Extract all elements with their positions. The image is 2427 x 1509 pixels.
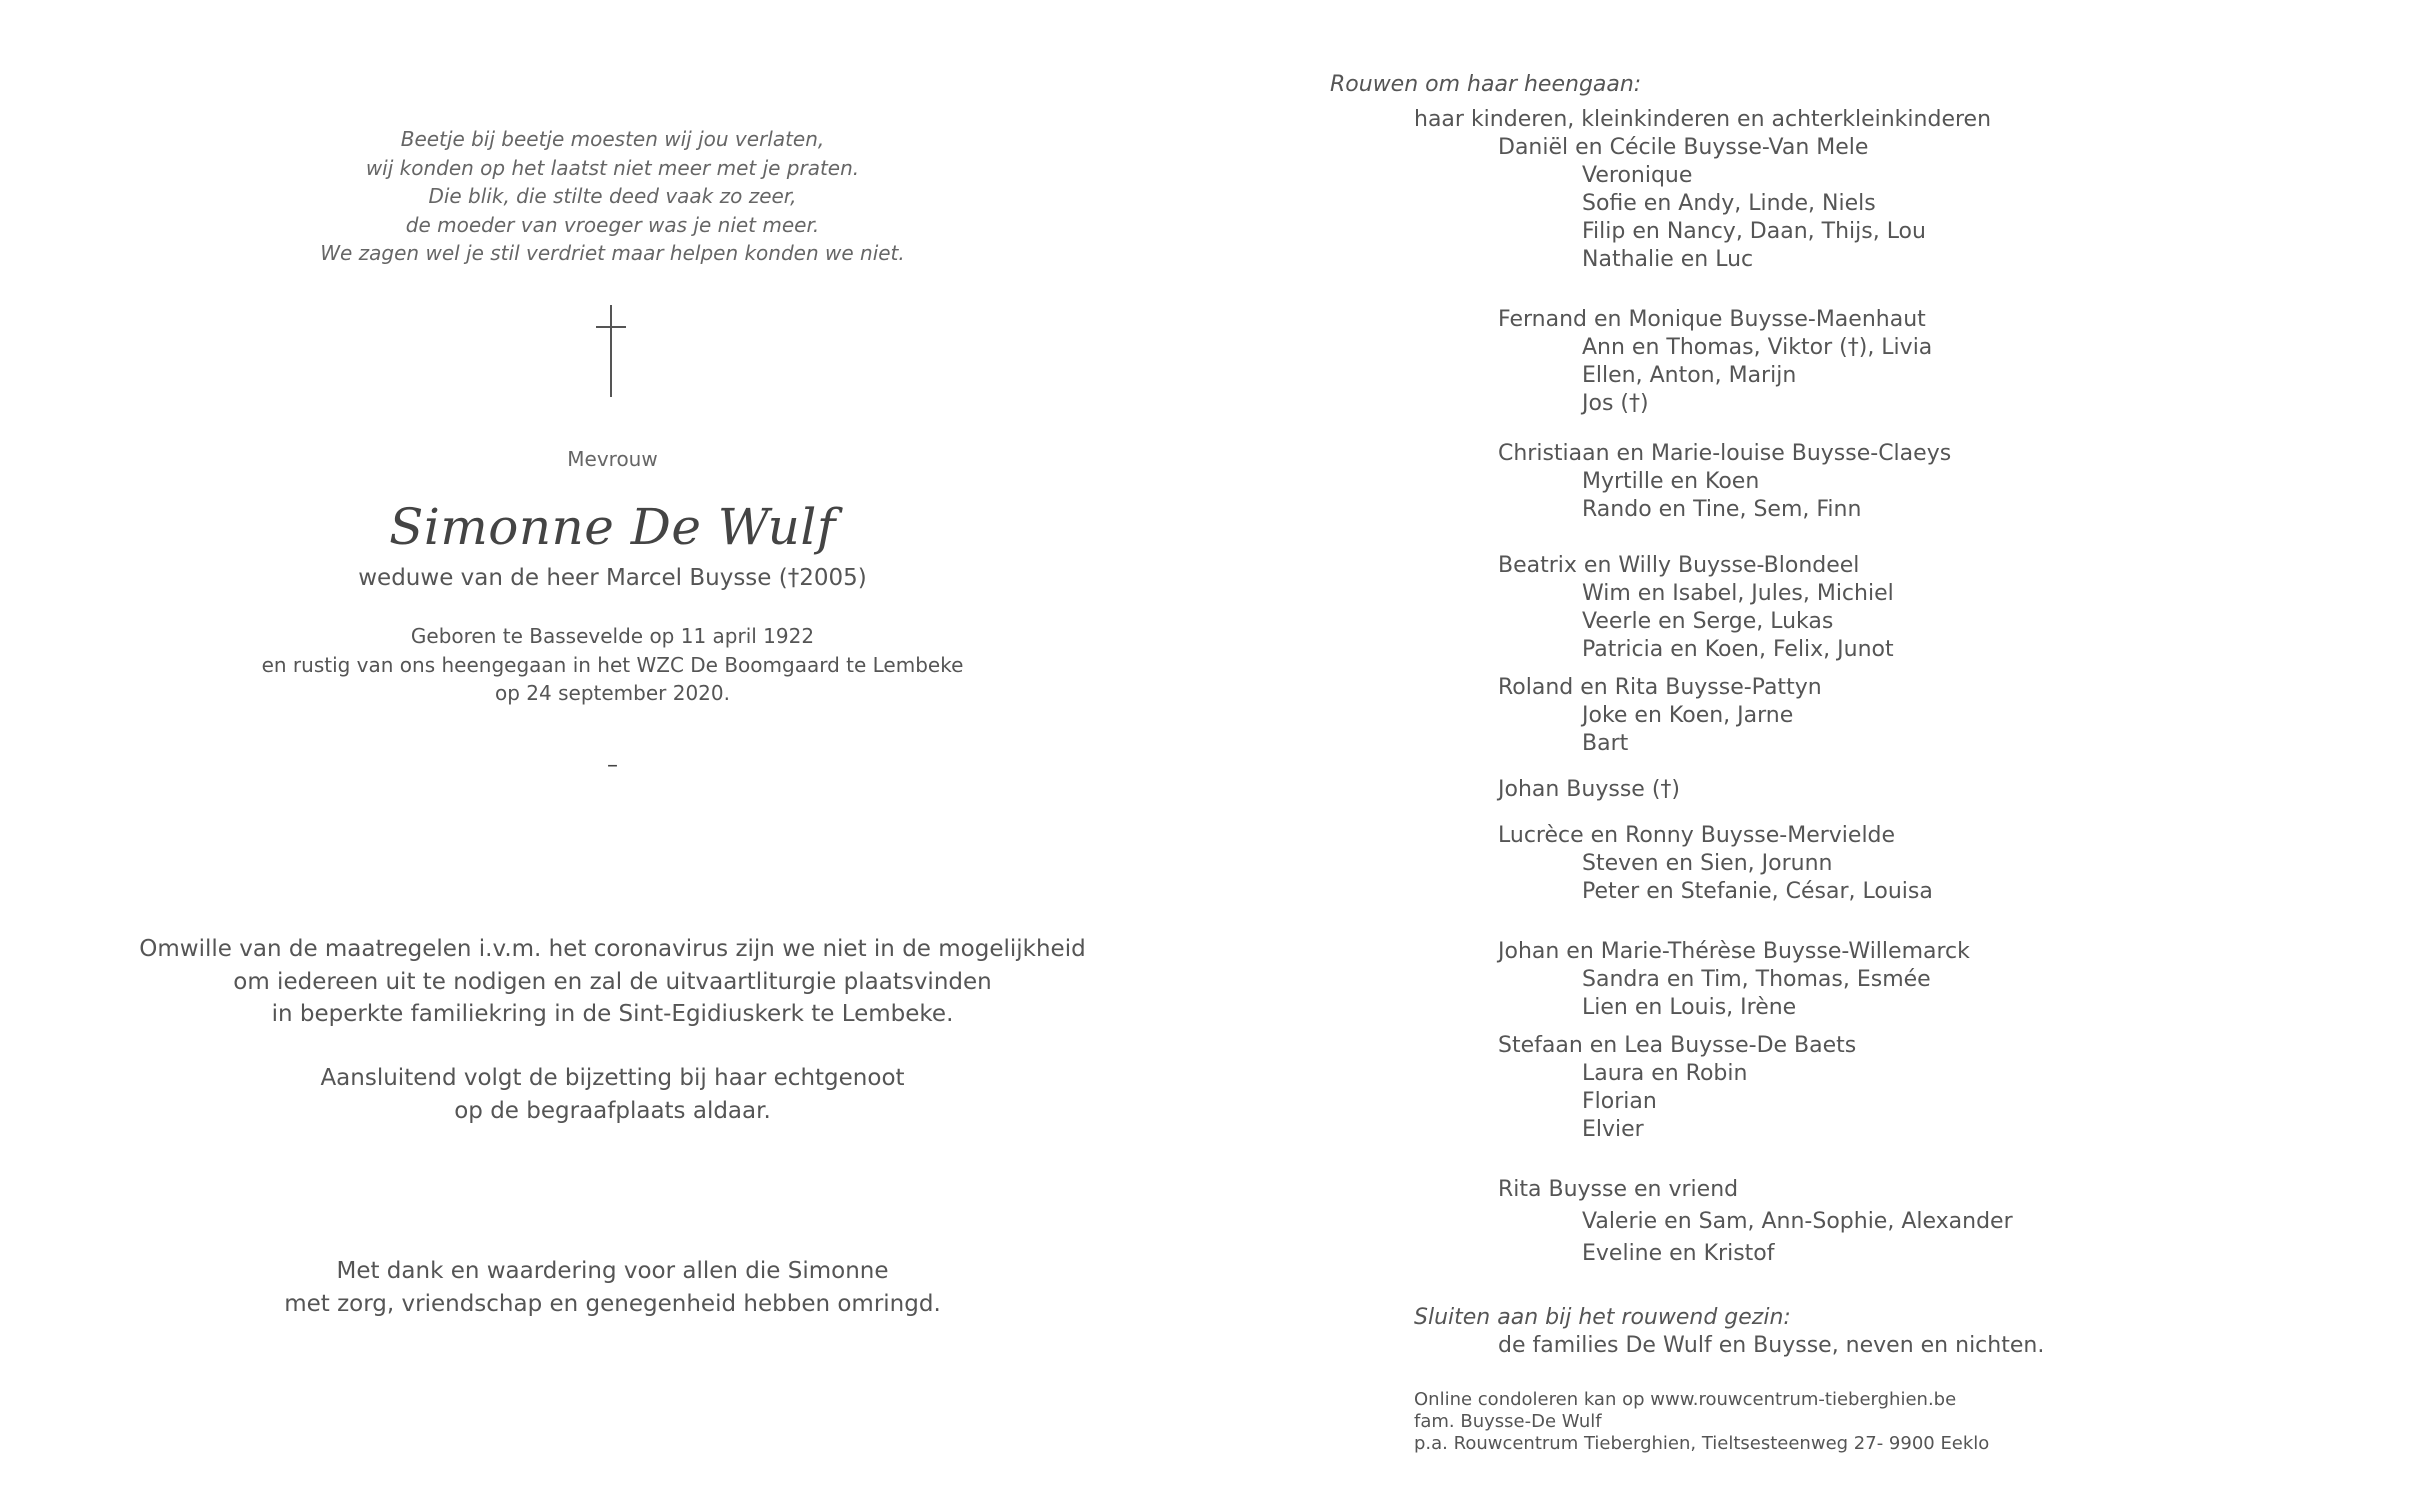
poem-line: We zagen wel je stil verdriet maar helpen konden we niet. [320, 241, 905, 265]
family-member: Sandra en Tim, Thomas, Esmée [1582, 967, 1931, 992]
family-member: Eveline en Kristof [1582, 1241, 1775, 1266]
burial-line: Aansluitend volgt de bijzetting bij haar echtgenoot [320, 1065, 905, 1091]
deceased-name: Simonne De Wulf [389, 498, 836, 556]
burial-notice [0, 1062, 1225, 1127]
extended-heading: Sluiten aan bij het rouwend gezin: [1414, 1305, 1791, 1330]
poem-line: Die blik, die stilte deed vaak zo zeer, [428, 184, 797, 208]
family-head: Johan en Marie-Thérèse Buysse-Willemarck [1498, 939, 1970, 964]
thanks-line: Met dank en waardering voor allen die Simonne [336, 1258, 889, 1284]
family-member: Valerie en Sam, Ann-Sophie, Alexander [1582, 1209, 2013, 1234]
family-member: Veronique [1582, 163, 1693, 188]
mourning-heading: Rouwen om haar heengaan: [1330, 72, 1642, 97]
notice-line: in beperkte familiekring in de Sint-Egidiuskerk te Lembeke. [271, 1001, 954, 1027]
mourning-intro: haar kinderen, kleinkinderen en achterkleinkinderen [1414, 107, 1992, 132]
family-member: Lien en Louis, Irène [1582, 995, 1797, 1020]
family-member: Sofie en Andy, Linde, Niels [1582, 191, 1876, 216]
salutation: Mevrouw [567, 447, 658, 471]
family-member: Nathalie en Luc [1582, 247, 1754, 272]
birth-death-info [0, 622, 1225, 708]
family-member: Ellen, Anton, Marijn [1582, 363, 1797, 388]
family-head: Daniël en Cécile Buysse-Van Mele [1498, 135, 1869, 160]
family-member: Joke en Koen, Jarne [1582, 703, 1794, 728]
family-member: Ann en Thomas, Viktor (†), Livia [1582, 335, 1933, 360]
birth-line: Geboren te Bassevelde op 11 april 1922 [410, 624, 815, 648]
widow-line: weduwe van de heer Marcel Buysse (†2005) [358, 565, 867, 591]
footer-condolence: Online condoleren kan op www.rouwcentrum-tieberghien.be [1414, 1389, 1957, 1410]
poem-line: Beetje bij beetje moesten wij jou verlaten, [400, 127, 825, 151]
family-head: Christiaan en Marie-louise Buysse-Claeys [1498, 441, 1952, 466]
family-member: Steven en Sien, Jorunn [1582, 851, 1833, 876]
family-member: Florian [1582, 1089, 1657, 1114]
family-head: Lucrèce en Ronny Buysse-Mervielde [1498, 823, 1896, 848]
thanks-note [0, 1255, 1225, 1320]
footer-address: p.a. Rouwcentrum Tieberghien, Tieltsesteenweg 27- 9900 Eeklo [1414, 1433, 1990, 1454]
poem [0, 125, 1225, 268]
family-member: Laura en Robin [1582, 1061, 1748, 1086]
family-member: Patricia en Koen, Felix, Junot [1582, 637, 1894, 662]
extended-families: de families De Wulf en Buysse, neven en nichten. [1498, 1333, 2045, 1358]
family-member: Elvier [1582, 1117, 1644, 1142]
family-member: Peter en Stefanie, César, Louisa [1582, 879, 1933, 904]
burial-line: op de begraafplaats aldaar. [454, 1097, 771, 1124]
family-head: Roland en Rita Buysse-Pattyn [1498, 675, 1822, 700]
family-member: Bart [1582, 731, 1629, 756]
family-member: Rando en Tine, Sem, Finn [1582, 497, 1862, 522]
poem-line: de moeder van vroeger was je niet meer. [405, 212, 820, 237]
cross-icon [596, 305, 626, 397]
family-head: Johan Buysse (†) [1498, 777, 1680, 802]
thanks-line: met zorg, vriendschap en genegenheid hebben omringd. [284, 1290, 941, 1317]
family-head: Fernand en Monique Buysse-Maenhaut [1498, 307, 1926, 332]
family-member: Filip en Nancy, Daan, Thijs, Lou [1582, 219, 1926, 244]
family-member: Wim en Isabel, Jules, Michiel [1582, 581, 1894, 606]
notice-line: om iedereen uit te nodigen en zal de uitvaartliturgie plaatsvinden [233, 968, 992, 995]
birth-line: en rustig van ons heengegaan in het WZC De Boomgaard te Lembeke [261, 652, 964, 677]
divider-dash: – [607, 753, 618, 778]
notice-line: Omwille van de maatregelen i.v.m. het coronavirus zijn we niet in de mogelijkheid [139, 936, 1086, 962]
covid-notice [0, 933, 1225, 1031]
family-member: Myrtille en Koen [1582, 469, 1760, 494]
family-member: Jos (†) [1582, 391, 1649, 416]
birth-line: op 24 september 2020. [495, 681, 730, 705]
family-head: Stefaan en Lea Buysse-De Baets [1498, 1033, 1857, 1058]
family-member: Veerle en Serge, Lukas [1582, 609, 1834, 634]
poem-line: wij konden op het laatst niet meer met je praten. [365, 155, 860, 180]
footer-family: fam. Buysse-De Wulf [1414, 1411, 1602, 1432]
family-head: Beatrix en Willy Buysse-Blondeel [1498, 553, 1860, 578]
family-head: Rita Buysse en vriend [1498, 1177, 1739, 1202]
